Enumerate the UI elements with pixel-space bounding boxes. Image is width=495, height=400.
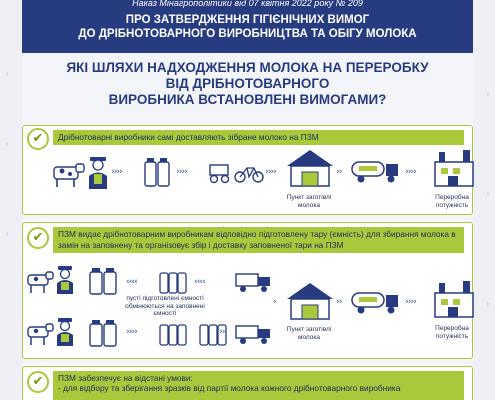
arrow-icon: ›››› — [176, 167, 187, 177]
chevron-decor-icon: › — [486, 299, 490, 310]
option1-text: Дрібнотоварні виробники самі доставляють зібране молоко на ПЗМ — [53, 130, 464, 145]
arrow-icon: ›› — [336, 297, 342, 307]
header-title-line2: ДО ДРІБНОТОВАРНОГО ВИРОБНИЦТВА ТА ОБІГУ МОЛОКА — [78, 28, 417, 40]
header-title-line1: ПРО ЗАТВЕРДЖЕННЯ ГІГІЄНІЧНИХ ВИМОГ — [125, 14, 370, 26]
arrow-icon: ‹‹‹‹ — [126, 277, 137, 287]
question-line2: ВІД ДРІБНОТОВАРНОГО — [165, 76, 330, 91]
option3-text: ПЗМ забезпечує на відстані умови: — [58, 373, 193, 383]
checkmark-icon: ✔ — [27, 371, 49, 393]
arrow-icon: ‹‹‹‹ — [194, 277, 205, 287]
pickup-truck-icon — [235, 271, 273, 293]
processing-label: Переробна потужність — [435, 194, 469, 209]
collection-point-label: Пункт заготівлі молока — [286, 326, 332, 341]
header-banner — [22, 0, 473, 53]
left-decor-strip — [0, 0, 22, 400]
option2-text: ПЗМ видає дрібнотоварним виробникам відповідно підготовлену тару (ємність) для збирання молока в замін на заповнену та організовує збір і доставку заповненої тари на ПЗМ — [53, 227, 464, 253]
farmer-icon — [55, 265, 75, 295]
option3-bullet1: - для відбору та зберігання зразків від партії молока кожного дрібнотоварного виробника — [58, 383, 401, 393]
empty-containers-label: пусті підготовлені ємності обмінюються на заповнені ємності — [125, 295, 205, 317]
farmer-icon — [87, 156, 109, 190]
milk-cans-icon — [143, 156, 173, 188]
processing-plant-icon — [433, 279, 475, 319]
milk-cans-icon — [88, 267, 120, 295]
arrow-icon: ›› — [219, 327, 225, 337]
arrow-icon: ›› — [336, 167, 342, 177]
collection-point-label: Пункт заготівлі молока — [286, 194, 332, 209]
option1-panel — [22, 125, 473, 215]
cow-icon — [26, 269, 56, 295]
processing-plant-icon — [433, 148, 475, 188]
main-question — [22, 60, 473, 108]
arrow-icon: ›››› — [405, 167, 416, 177]
arrow-icon: › — [273, 297, 276, 307]
bicycle-icon — [234, 164, 264, 184]
order-reference: Наказ Мінагрополітики від 07 квітня 2022 року № 209 — [132, 0, 363, 8]
question-line3: ВИРОБНИКА ВСТАНОВЛЕНІ ВИМОГАМИ? — [108, 92, 387, 107]
processing-label: Переробна потужність — [435, 325, 469, 340]
chevron-decor-icon: ‹ — [5, 69, 9, 80]
arrow-icon: ›››› — [265, 167, 276, 177]
option3-text-block — [53, 371, 464, 400]
chevron-decor-icon: › — [486, 89, 490, 100]
arrow-icon: ›››› — [126, 327, 137, 337]
farmer-icon — [55, 317, 75, 347]
empty-containers-icon — [158, 267, 188, 295]
pickup-truck-icon — [235, 323, 273, 345]
option3-panel — [22, 366, 473, 400]
arrow-icon: ›››› — [405, 297, 416, 307]
filled-containers-icon — [158, 319, 238, 347]
milk-truck-icon — [351, 158, 401, 184]
cart-icon — [206, 162, 234, 184]
chevron-decor-icon: ‹ — [5, 139, 9, 150]
question-line1: ЯКІ ШЛЯХИ НАДХОДЖЕННЯ МОЛОКА НА ПЕРЕРОБКУ — [66, 60, 429, 75]
milk-cans-icon — [88, 319, 120, 347]
option2-panel — [22, 222, 473, 359]
milk-truck-icon — [351, 289, 401, 315]
checkmark-icon: ✔ — [27, 227, 49, 249]
arrow-icon: ›››› — [111, 167, 122, 177]
cow-icon — [26, 321, 56, 347]
collection-point-icon — [285, 148, 335, 188]
collection-point-icon — [285, 281, 335, 321]
chevron-decor-icon: ‹ — [5, 229, 9, 240]
chevron-decor-icon: › — [486, 189, 490, 200]
checkmark-icon: ✔ — [27, 128, 49, 150]
cow-icon — [48, 159, 88, 189]
